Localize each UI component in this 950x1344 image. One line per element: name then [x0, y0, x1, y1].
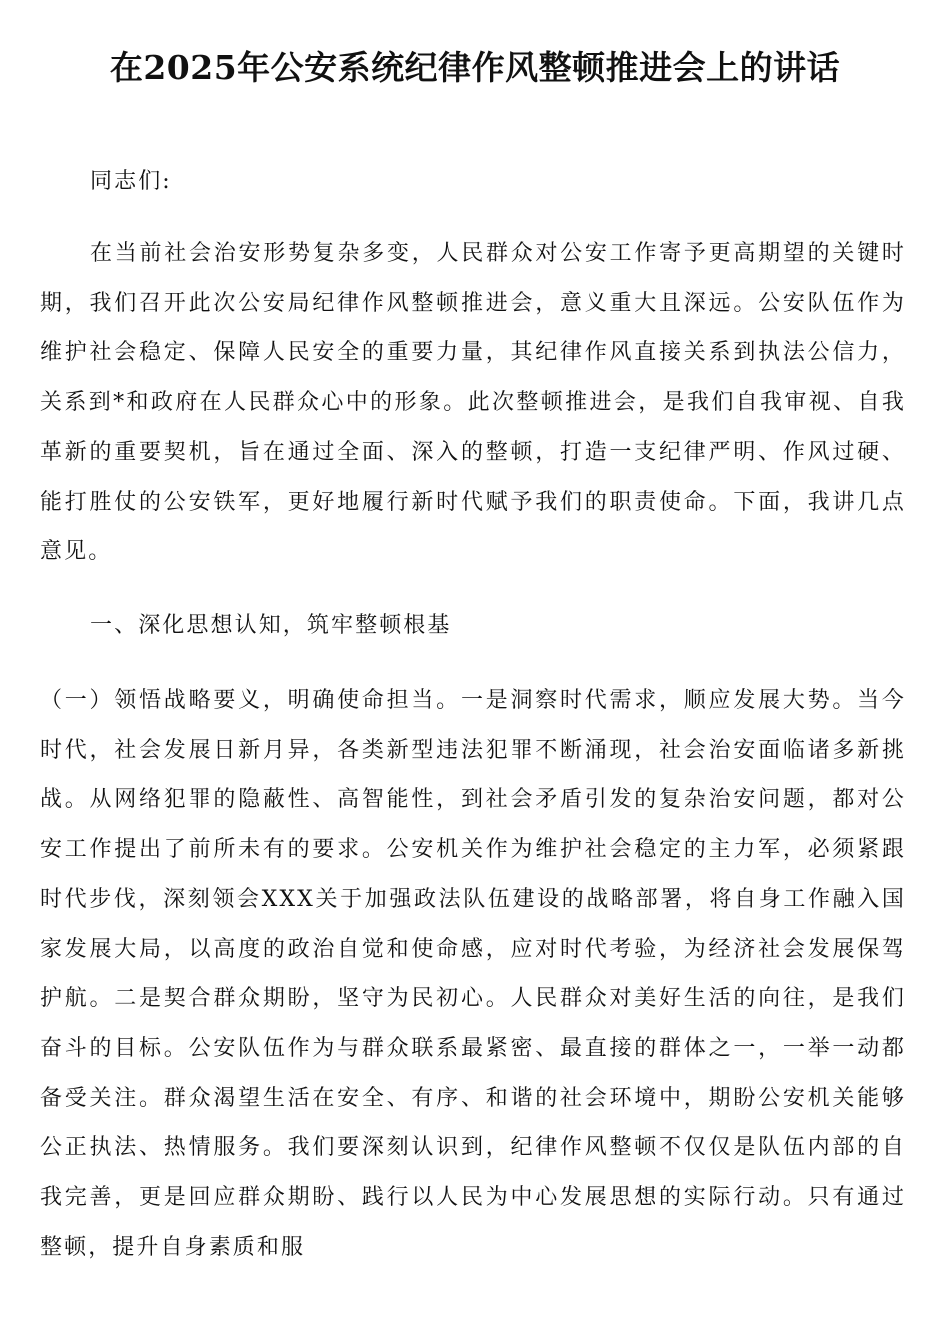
greeting: 同志们:: [90, 169, 172, 194]
subsection-paragraph: （一）领悟战略要义，明确使命担当。一是洞察时代需求，顺应发展大势。当今时代，社会发展日新月异，各类新型违法犯罪不断涌现，社会治安面临诸多新挑战。从网络犯罪的隐蔽性、高智能性，到社会矛盾引发的复杂治安问题，都对公安工作提出了前所未有的要求。公安机关作为维护社会稳定的主力军，必须紧跟时代步伐，深刻领会XXX关于加强政法队伍建设的战略部署，将自身工作融入国家发展大局，以高度的政治自觉和使命感，应对时代考验，为经济社会发展保驾护航。二是契合群众期盼，坚守为民初心。人民群众对美好生活的向往，是我们奋斗的目标。公安队伍作为与群众联系最紧密、最直接的群体之一，一举一动都备受关注。群众渴望生活在安全、有序、和谐的社会环境中，期盼公安机关能够公正执法、热情服务。我们要深刻认识到，纪律作风整顿不仅仅是队伍内部的自我完善，更是回应群众期盼、践行以人民为中心发展思想的实际行动。只有通过整顿，提升自身素质和服: [40, 688, 906, 1260]
document-title: 在2025年公安系统纪律作风整顿推进会上的讲话: [109, 48, 841, 87]
section-heading: 一、深化思想认知，筑牢整顿根基: [90, 613, 452, 638]
intro-paragraph: 在当前社会治安形势复杂多变，人民群众对公安工作寄予更高期望的关键时期，我们召开此次公安局纪律作风整顿推进会，意义重大且深远。公安队伍作为维护社会稳定、保障人民安全的重要力量，其纪律作风直接关系到执法公信力，关系到*和政府在人民群众心中的形象。此次整顿推进会，是我们自我审视、自我革新的重要契机，旨在通过全面、深入的整顿，打造一支纪律严明、作风过硬、能打胜仗的公安铁军，更好地履行新时代赋予我们的职责使命。下面，我讲几点意见。: [40, 241, 906, 565]
